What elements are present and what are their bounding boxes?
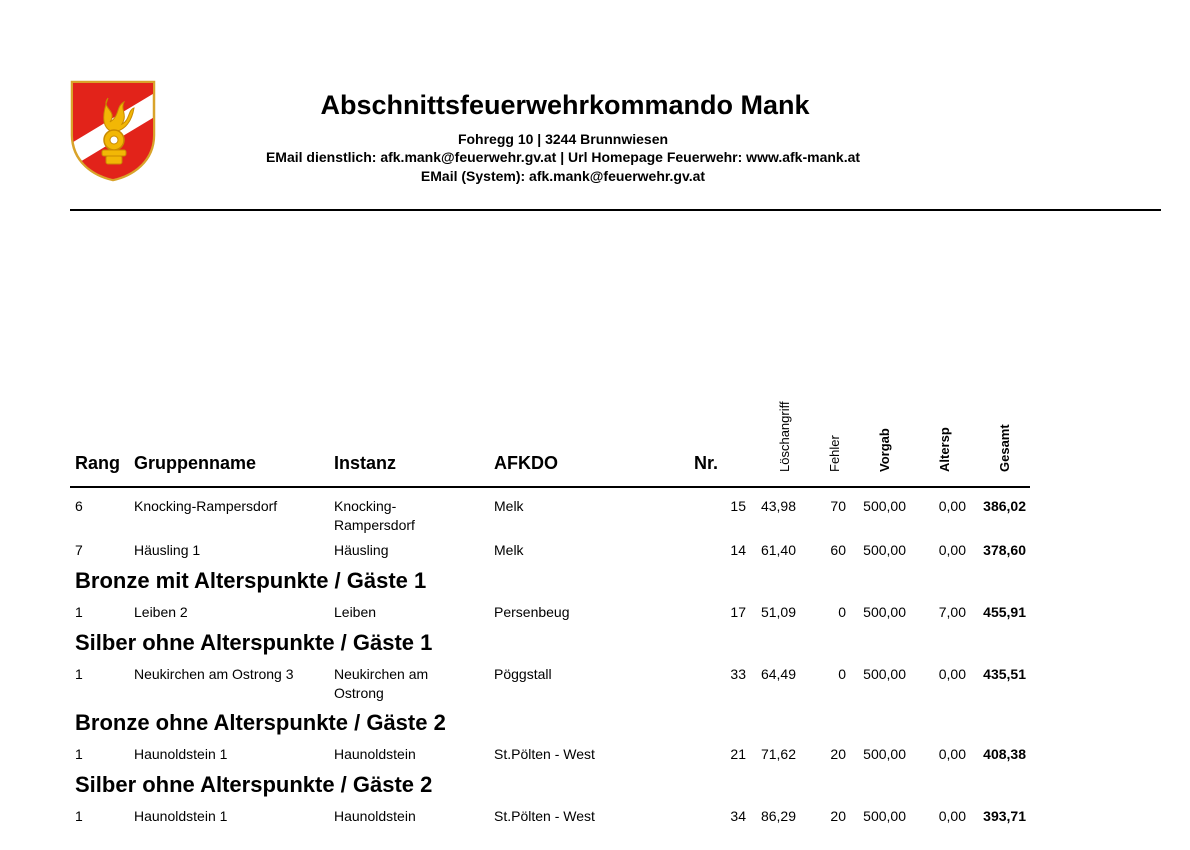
column-header-nr: Nr. xyxy=(694,453,719,473)
cell-altersp: 0,00 xyxy=(938,498,966,514)
cell-loeschangriff: 86,29 xyxy=(760,808,796,824)
section-heading: Silber ohne Alterspunkte / Gäste 1 xyxy=(75,630,433,655)
cell-rang: 1 xyxy=(75,604,83,620)
cell-vorgabe: 500,00 xyxy=(863,542,906,558)
cell-gruppenname: Häusling 1 xyxy=(134,542,201,558)
cell-rang: 7 xyxy=(75,542,83,558)
cell-gesamt: 386,02 xyxy=(983,498,1026,514)
cell-afkdo: Melk xyxy=(494,498,524,514)
table-header-divider xyxy=(70,486,1030,488)
cell-loeschangriff: 51,09 xyxy=(760,604,796,620)
column-header-fehler: Fehler xyxy=(827,435,842,472)
cell-instanz: Knocking- Rampersdorf xyxy=(334,498,415,533)
cell-rang: 1 xyxy=(75,808,83,824)
cell-gruppenname: Knocking-Rampersdorf xyxy=(134,498,278,514)
cell-gruppenname: Leiben 2 xyxy=(134,604,188,620)
cell-rang: 1 xyxy=(75,746,83,762)
cell-gesamt: 455,91 xyxy=(983,604,1026,620)
cell-nr: 33 xyxy=(730,666,746,682)
column-header-loeschangriff: Löschangriff xyxy=(777,401,792,472)
column-header-vorgabe: Vorgab xyxy=(877,428,892,472)
fire-brigade-emblem-icon xyxy=(70,80,156,182)
cell-afkdo: Pöggstall xyxy=(494,666,552,682)
column-header-gesamt: Gesamt xyxy=(997,424,1012,472)
cell-afkdo: St.Pölten - West xyxy=(494,746,595,762)
cell-altersp: 0,00 xyxy=(938,808,966,824)
cell-gesamt: 435,51 xyxy=(983,666,1026,682)
column-header-instanz: Instanz xyxy=(334,453,397,473)
cell-vorgabe: 500,00 xyxy=(863,604,906,620)
cell-vorgabe: 500,00 xyxy=(863,746,906,762)
cell-vorgabe: 500,00 xyxy=(863,498,906,514)
cell-gruppenname: Neukirchen am Ostrong 3 xyxy=(134,666,294,682)
cell-fehler: 60 xyxy=(830,542,846,558)
cell-fehler: 70 xyxy=(830,498,846,514)
cell-nr: 21 xyxy=(730,746,746,762)
cell-instanz: Neukirchen am Ostrong xyxy=(334,666,429,701)
contact-line: EMail dienstlich: afk.mank@feuerwehr.gv.at | Url Homepage Feuerwehr: www.afk-mank.at xyxy=(265,149,861,165)
cell-rang: 1 xyxy=(75,666,83,682)
column-header-rang: Rang xyxy=(75,453,120,473)
cell-rang: 6 xyxy=(75,498,83,514)
address-line: Fohregg 10 | 3244 Brunnwiesen xyxy=(457,131,669,147)
cell-altersp: 7,00 xyxy=(938,604,966,620)
page-title: Abschnittsfeuerwehrkommando Mank xyxy=(320,90,810,120)
cell-fehler: 0 xyxy=(838,604,846,620)
section-heading: Bronze mit Alterspunkte / Gäste 1 xyxy=(75,568,427,593)
cell-fehler: 0 xyxy=(838,666,846,682)
cell-instanz: Haunoldstein xyxy=(334,808,416,824)
cell-gruppenname: Haunoldstein 1 xyxy=(134,746,228,762)
cell-afkdo: Persenbeug xyxy=(494,604,570,620)
column-header-afkdo: AFKDO xyxy=(494,453,558,473)
system-email-line: EMail (System): afk.mank@feuerwehr.gv.at xyxy=(420,168,706,184)
cell-nr: 15 xyxy=(730,498,746,514)
cell-gruppenname: Haunoldstein 1 xyxy=(134,808,228,824)
cell-altersp: 0,00 xyxy=(938,542,966,558)
cell-instanz: Häusling xyxy=(334,542,389,558)
column-header-gruppenname: Gruppenname xyxy=(134,453,257,473)
section-heading: Bronze ohne Alterspunkte / Gäste 2 xyxy=(75,710,446,735)
cell-vorgabe: 500,00 xyxy=(863,666,906,682)
header-divider xyxy=(70,209,1161,211)
cell-afkdo: St.Pölten - West xyxy=(494,808,595,824)
cell-altersp: 0,00 xyxy=(938,746,966,762)
cell-loeschangriff: 43,98 xyxy=(760,498,796,514)
cell-gesamt: 378,60 xyxy=(983,542,1026,558)
column-header-altersp: Altersp xyxy=(937,427,952,472)
cell-gesamt: 393,71 xyxy=(983,808,1026,824)
cell-loeschangriff: 61,40 xyxy=(760,542,796,558)
cell-nr: 17 xyxy=(730,604,746,620)
cell-vorgabe: 500,00 xyxy=(863,808,906,824)
cell-loeschangriff: 64,49 xyxy=(760,666,796,682)
cell-nr: 34 xyxy=(730,808,746,824)
section-heading: Silber ohne Alterspunkte / Gäste 2 xyxy=(75,772,433,797)
cell-fehler: 20 xyxy=(830,746,846,762)
cell-instanz: Haunoldstein xyxy=(334,746,416,762)
cell-altersp: 0,00 xyxy=(938,666,966,682)
cell-gesamt: 408,38 xyxy=(983,746,1026,762)
cell-afkdo: Melk xyxy=(494,542,524,558)
cell-instanz: Leiben xyxy=(334,604,377,620)
cell-loeschangriff: 71,62 xyxy=(760,746,796,762)
cell-fehler: 20 xyxy=(830,808,846,824)
cell-nr: 14 xyxy=(730,542,746,558)
